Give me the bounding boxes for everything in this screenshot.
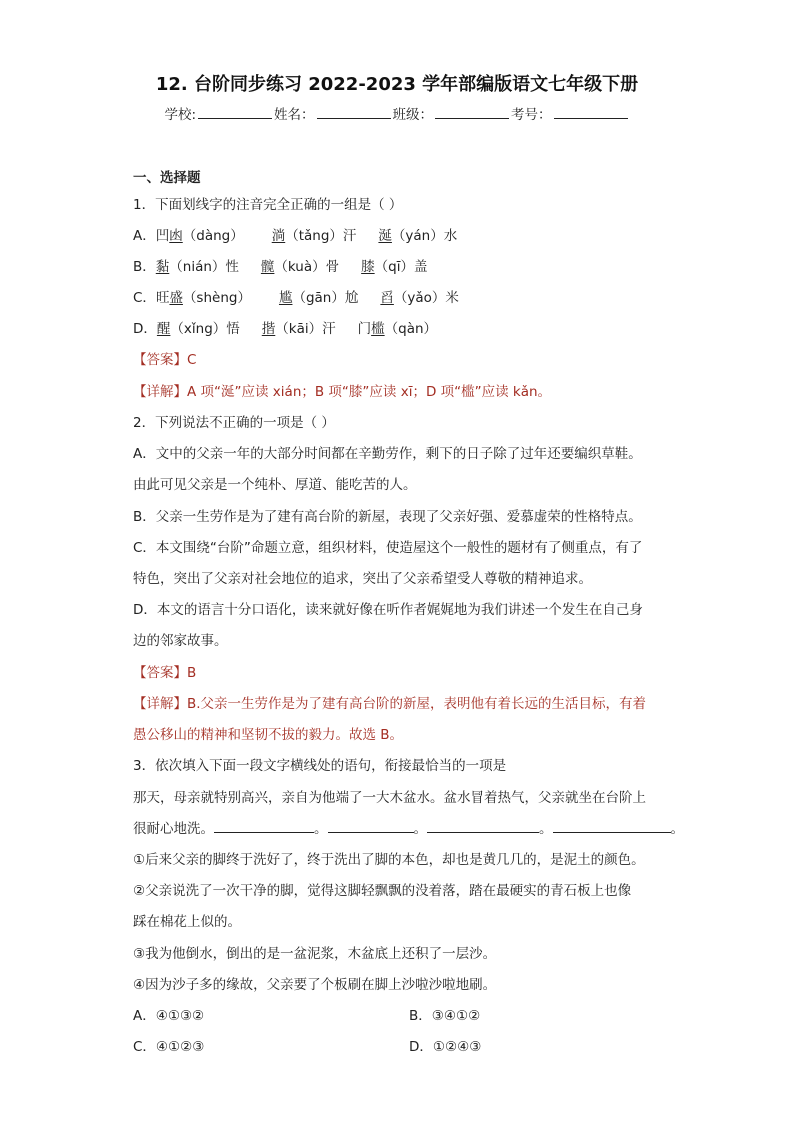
q3-sentence-2-cont: 踩在棉花上似的。 <box>133 914 241 930</box>
q3-option-a[interactable]: A．④①③② <box>133 1008 205 1024</box>
school-label: 学校: <box>164 107 197 123</box>
q3-blank-4[interactable] <box>553 819 671 833</box>
section-heading: 一、选择题 <box>133 170 201 186</box>
student-info-line <box>0 103 794 123</box>
name-label: 姓名： <box>274 107 315 123</box>
q2-option-a: A．文中的父亲一年的大部分时间都在辛勤劳作，剩下的日子除了过年还要编织草鞋。 <box>133 446 642 462</box>
q2-option-d-cont: 边的邻家故事。 <box>133 633 228 649</box>
page-title: 12. 台阶同步练习 2022-2023 学年部编版语文七年级下册 <box>155 74 639 95</box>
q3-stem: 3．依次填入下面一段文字横线处的语句，衔接最恰当的一项是 <box>133 758 507 774</box>
q1-option-d: D．醒（xǐng）悟 揩（kāi）汗 门槛（qàn） <box>133 321 438 337</box>
q3-sentence-4: ④因为沙子多的缘故，父亲要了个板刷在脚上沙啦沙啦地刷。 <box>133 977 497 993</box>
q2-option-c-cont: 特色，突出了父亲对社会地位的追求，突出了父亲希望受人尊敬的精神追求。 <box>133 571 592 587</box>
q3-sentence-1: ①后来父亲的脚终于洗好了，终于洗出了脚的本色，却也是黄几几的，是泥土的颜色。 <box>133 852 645 868</box>
class-label: 班级： <box>392 107 434 123</box>
exam-no-label: 考号： <box>511 107 552 123</box>
q2-option-a-cont: 由此可见父亲是一个纯朴、厚道、能吃苦的人。 <box>133 477 417 493</box>
q1-stem: 1．下面划线字的注音完全正确的一组是（ ） <box>133 197 403 213</box>
name-blank[interactable] <box>317 105 391 119</box>
q2-option-c: C．本文围绕“台阶”命题立意，组织材料，使造屋这个一般性的题材有了侧重点，有了 <box>133 540 643 556</box>
q1-option-a: A．凹凼（dàng） 淌（tǎng）汗 涎（yán）水 <box>133 228 458 244</box>
q3-passage: 那天，母亲就特别高兴，亲自为他端了一大木盆水。盆水冒着热气，父亲就坐在台阶上 <box>133 790 646 806</box>
q3-option-b[interactable]: B．③④①② <box>409 1008 481 1024</box>
q1-option-c: C．旺盛（shèng） 尴（gān）尬 舀（yǎo）米 <box>133 290 459 306</box>
q2-stem: 2．下列说法不正确的一项是（ ） <box>133 415 335 431</box>
q1-option-b: B．黏（nián）性 髋（kuà）骨 膝（qī）盖 <box>133 259 428 275</box>
q2-detail: 【详解】B.父亲一生劳作是为了建有高台阶的新屋，表明他有着长远的生活目标，有着 <box>133 696 647 712</box>
q3-blank-1[interactable] <box>214 819 314 833</box>
q3-sentence-3: ③我为他倒水，倒出的是一盆泥浆，木盆底上还积了一层沙。 <box>133 946 497 962</box>
class-blank[interactable] <box>435 105 509 119</box>
q3-blank-3[interactable] <box>427 819 539 833</box>
q3-passage-blanks: 很耐心地洗。 。 。 。 。 <box>133 821 684 837</box>
school-blank[interactable] <box>198 105 272 119</box>
q3-blank-2[interactable] <box>328 819 414 833</box>
exam-no-blank[interactable] <box>554 105 628 119</box>
q1-detail: 【详解】A 项“涎”应读 xián；B 项“膝”应读 xī；D 项“槛”应读 kǎn。 <box>133 384 552 400</box>
q2-option-b: B．父亲一生劳作是为了建有高台阶的新屋，表现了父亲好强、爱慕虚荣的性格特点。 <box>133 509 642 525</box>
q2-option-d: D．本文的语言十分口语化，读来就好像在听作者娓娓地为我们讲述一个发生在自己身 <box>133 602 643 618</box>
q2-answer: 【答案】B <box>133 665 197 681</box>
q3-sentence-2: ②父亲说洗了一次干净的脚，觉得这脚轻飘飘的没着落，踏在最硬实的青石板上也像 <box>133 883 632 899</box>
q2-detail-cont: 愚公移山的精神和坚韧不拔的毅力。故选 B。 <box>133 727 404 743</box>
q3-option-d[interactable]: D．①②④③ <box>409 1039 482 1055</box>
q1-answer: 【答案】C <box>133 352 197 368</box>
q3-option-c[interactable]: C．④①②③ <box>133 1039 205 1055</box>
